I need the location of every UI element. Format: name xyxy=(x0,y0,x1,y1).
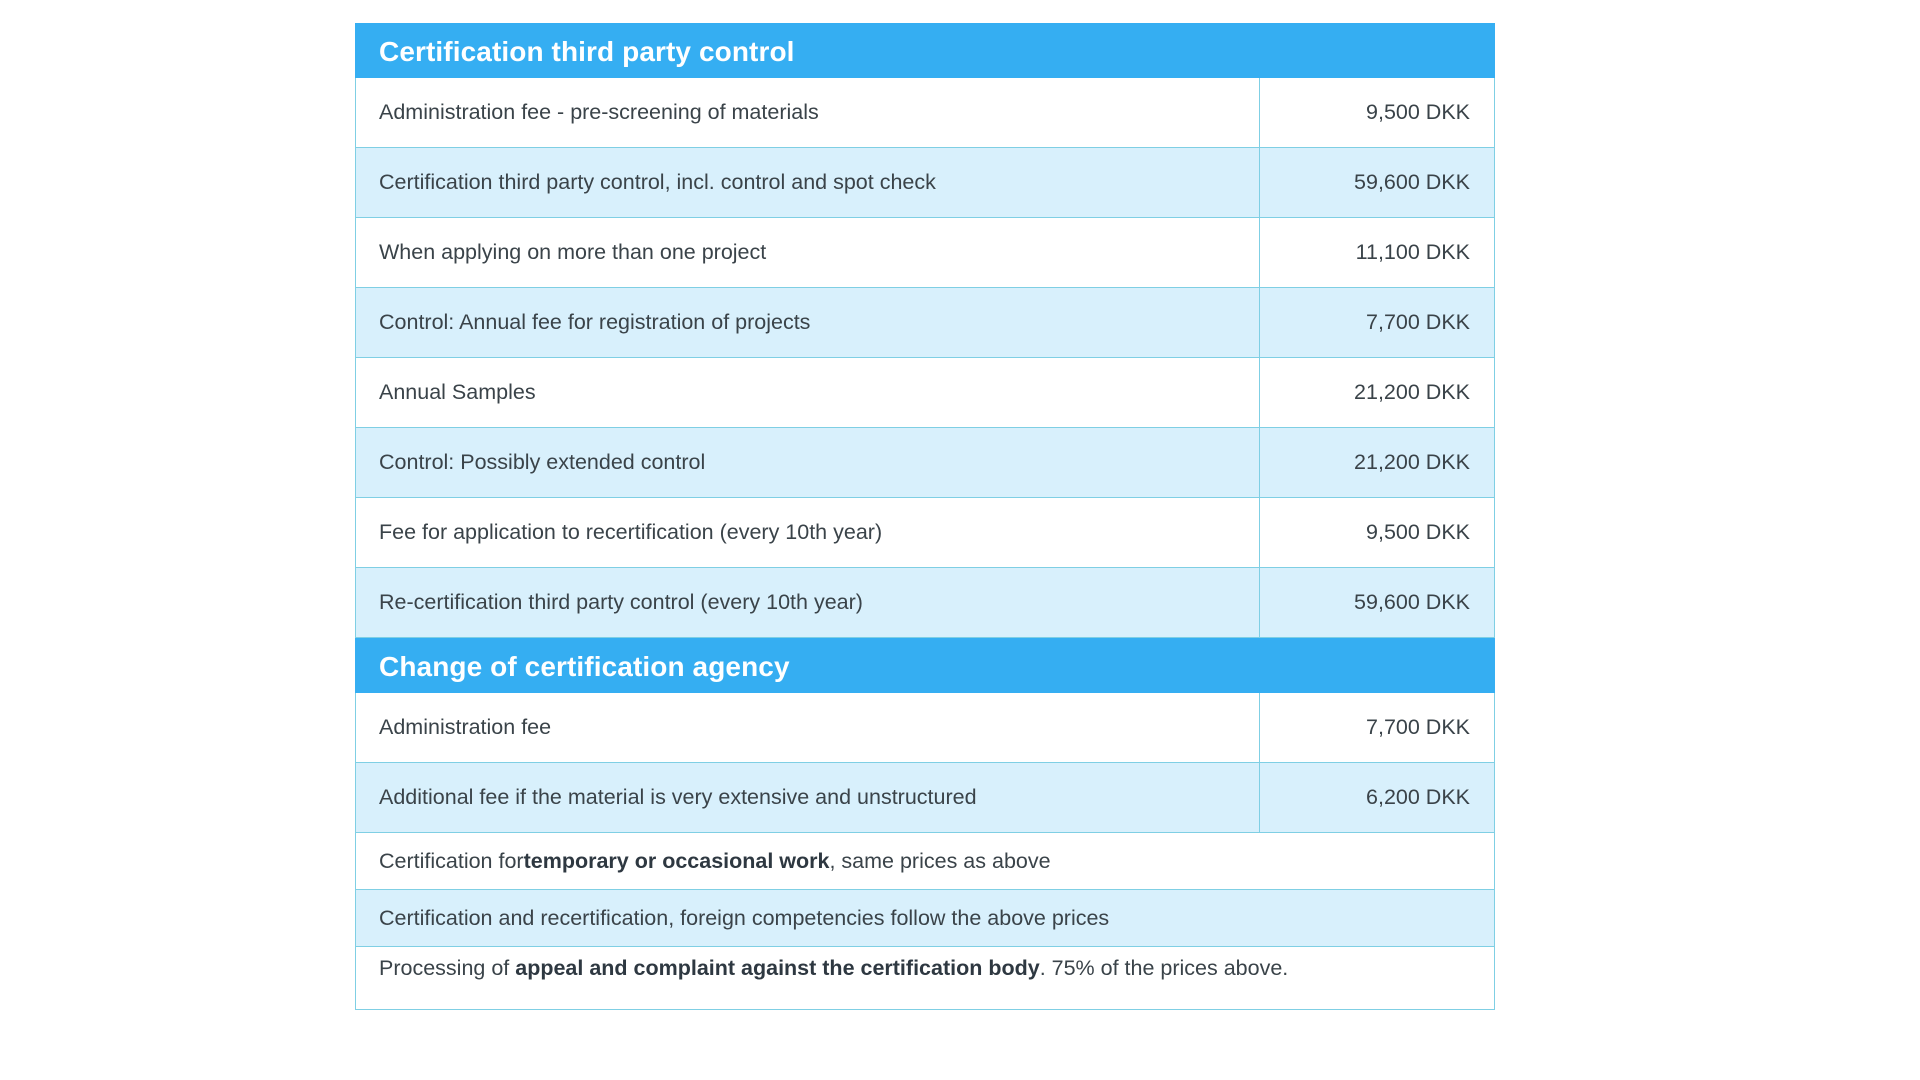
table-row xyxy=(355,568,1495,638)
row-value: 11,100 DKK xyxy=(1259,218,1494,287)
section-header: Change of certification agency xyxy=(355,638,1495,693)
row-label: Control: Possibly extended control xyxy=(379,450,706,475)
row-value: 9,500 DKK xyxy=(1259,78,1494,147)
table-row xyxy=(355,833,1495,890)
table-row xyxy=(355,358,1495,428)
row-label: Processing of appeal and complaint against the certification body. 75% of the prices above. xyxy=(379,956,1289,980)
table-row xyxy=(355,693,1495,763)
row-label: When applying on more than one project xyxy=(379,240,767,265)
row-value: 21,200 DKK xyxy=(1259,428,1494,497)
row-value: 6,200 DKK xyxy=(1259,763,1494,832)
row-value: 59,600 DKK xyxy=(1259,148,1494,217)
row-value: 59,600 DKK xyxy=(1259,568,1494,637)
section-header: Certification third party control xyxy=(355,23,1495,78)
table-row xyxy=(355,947,1495,1010)
row-label: Additional fee if the material is very extensive and unstructured xyxy=(379,785,977,810)
table-row xyxy=(355,218,1495,288)
row-label: Fee for application to recertification (every 10th year) xyxy=(379,520,883,545)
row-label: Re-certification third party control (every 10th year) xyxy=(379,590,863,615)
table-row xyxy=(355,288,1495,358)
row-label: Administration fee - pre-screening of materials xyxy=(379,100,819,125)
row-label: Annual Samples xyxy=(379,380,536,405)
row-label: Certification for temporary or occasional work , same prices as above xyxy=(379,848,1051,873)
table-row xyxy=(355,78,1495,148)
row-label: Control: Annual fee for registration of projects xyxy=(379,310,811,335)
row-label: Certification third party control, incl. control and spot check xyxy=(379,170,936,195)
price-table xyxy=(355,23,1495,1010)
row-value: 7,700 DKK xyxy=(1259,288,1494,357)
table-row xyxy=(355,890,1495,947)
row-value: 9,500 DKK xyxy=(1259,498,1494,567)
row-label: Certification and recertification, foreign competencies follow the above prices xyxy=(379,905,1110,930)
table-row xyxy=(355,498,1495,568)
table-row xyxy=(355,428,1495,498)
row-value: 7,700 DKK xyxy=(1259,693,1494,762)
table-row xyxy=(355,763,1495,833)
row-value: 21,200 DKK xyxy=(1259,358,1494,427)
row-label: Administration fee xyxy=(379,715,552,740)
table-row xyxy=(355,148,1495,218)
